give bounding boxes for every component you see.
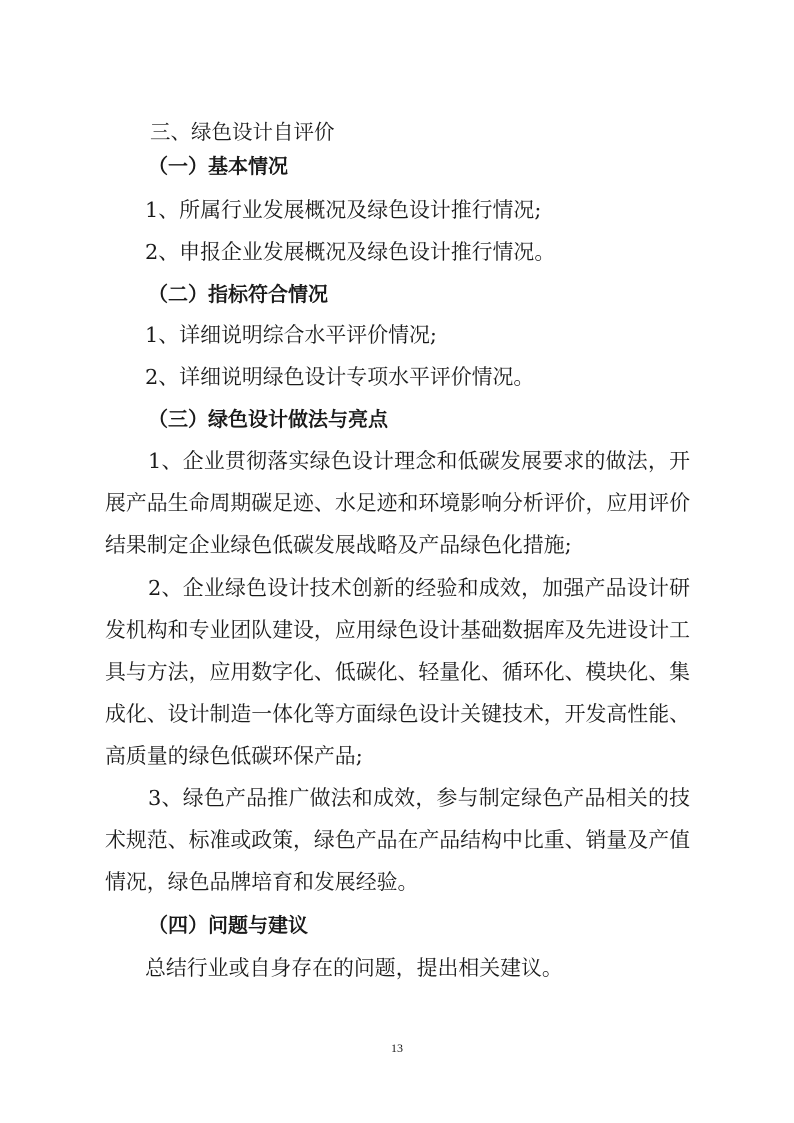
list-item: 1、详细说明综合水平评价情况;: [145, 323, 437, 347]
subsection-heading-practices: （三）绿色设计做法与亮点: [148, 407, 388, 431]
list-item: 2、申报企业发展概况及绿色设计推行情况。: [145, 240, 556, 264]
list-item: 1、所属行业发展概况及绿色设计推行情况;: [145, 198, 542, 222]
subsection-heading-indicators: （二）指标符合情况: [148, 282, 328, 306]
paragraph-line: 1、企业贯彻落实绿色设计理念和低碳发展要求的做法，开: [148, 449, 690, 473]
subsection-heading-basic: （一）基本情况: [148, 154, 288, 178]
paragraph-line: 成化、设计制造一体化等方面绿色设计关键技术，开发高性能、: [105, 702, 690, 726]
list-item: 2、详细说明绿色设计专项水平评价情况。: [145, 365, 535, 389]
page-number: 13: [391, 1041, 403, 1055]
paragraph-line: 高质量的绿色低碳环保产品;: [105, 744, 363, 768]
paragraph-line: 2、企业绿色设计技术创新的经验和成效，加强产品设计研: [148, 576, 690, 600]
paragraph-line: 3、绿色产品推广做法和成效，参与制定绿色产品相关的技: [148, 786, 690, 810]
paragraph-line: 发机构和专业团队建设，应用绿色设计基础数据库及先进设计工: [105, 618, 690, 642]
subsection-heading-issues: （四）问题与建议: [148, 913, 308, 937]
paragraph-line: 展产品生命周期碳足迹、水足迹和环境影响分析评价，应用评价: [105, 491, 690, 515]
paragraph-line: 情况，绿色品牌培育和发展经验。: [105, 870, 419, 894]
list-item: 总结行业或自身存在的问题，提出相关建议。: [145, 956, 563, 980]
paragraph-line: 结果制定企业绿色低碳发展战略及产品绿色化措施;: [105, 533, 572, 557]
section-title: 三、绿色设计自评价: [150, 120, 335, 144]
paragraph-line: 具与方法，应用数字化、低碳化、轻量化、循环化、模块化、集: [105, 660, 690, 684]
paragraph-line: 术规范、标准或政策，绿色产品在产品结构中比重、销量及产值: [105, 828, 690, 852]
